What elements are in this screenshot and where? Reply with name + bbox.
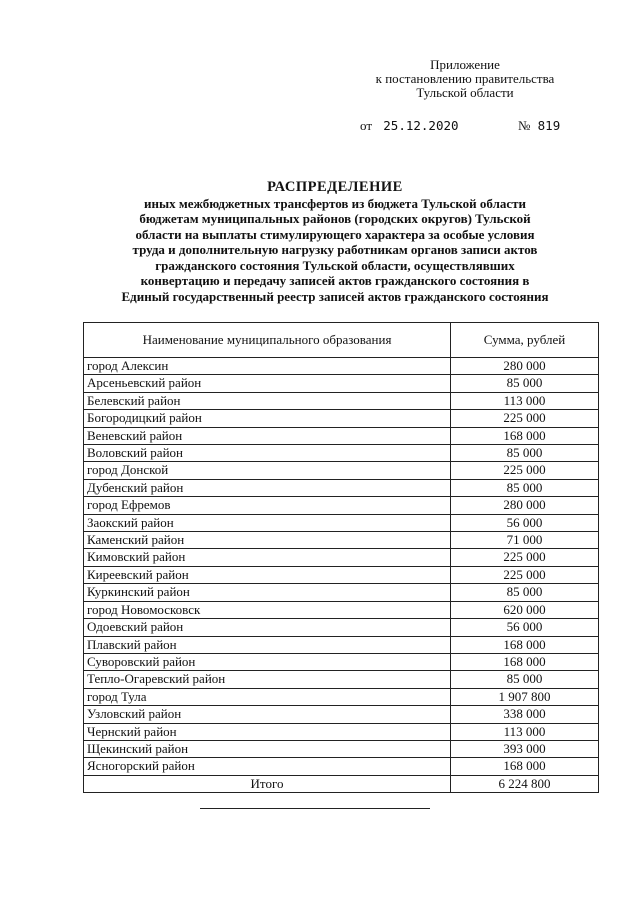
title-line-2: бюджетам муниципальных районов (городских округов) Тульской [139,211,531,226]
table-row [84,410,599,427]
order-reference [360,118,580,134]
amount-value: 280 000 [451,497,599,514]
order-number-label: № [518,118,531,133]
appendix-line-2: к постановлению правительства [375,71,555,86]
amount-value: 113 000 [451,392,599,409]
municipality-name: Киреевский район [84,566,451,583]
table-row [84,723,599,740]
amount-value: 225 000 [451,566,599,583]
table-row [84,497,599,514]
table-row [84,706,599,723]
table-row [84,549,599,566]
municipality-name: Каменский район [84,532,451,549]
title-line-4: труда и дополнительную нагрузку работникам органов записи актов [132,242,538,257]
table-row [84,566,599,583]
amount-value: 280 000 [451,358,599,375]
document-title-block [70,180,600,304]
municipality-name: город Тула [84,688,451,705]
order-date: 25.12.2020 [383,118,459,133]
bottom-divider [200,808,430,809]
amount-value: 113 000 [451,723,599,740]
municipality-name: Суворовский район [84,653,451,670]
table-row [84,392,599,409]
municipality-name: город Алексин [84,358,451,375]
amount-value: 393 000 [451,740,599,757]
amount-value: 85 000 [451,445,599,462]
amount-value: 56 000 [451,619,599,636]
municipality-name: Арсеньевский район [84,375,451,392]
table-row [84,653,599,670]
amount-value: 85 000 [451,479,599,496]
table-row [84,479,599,496]
municipality-name: Щекинский район [84,740,451,757]
table-row [84,532,599,549]
amount-value: 225 000 [451,462,599,479]
municipality-name: Дубенский район [84,479,451,496]
order-number-group [518,118,560,134]
amount-value: 168 000 [451,427,599,444]
table-row [84,427,599,444]
amount-value: 225 000 [451,410,599,427]
municipality-name: Заокский район [84,514,451,531]
table-row [84,375,599,392]
amount-value: 85 000 [451,375,599,392]
table-body [84,358,599,793]
amount-value: 620 000 [451,601,599,618]
table-row [84,740,599,757]
table-row [84,758,599,775]
table-row [84,619,599,636]
title-line-6: конвертацию и передачу записей актов гражданского состояния в [140,273,530,288]
table-header-row [84,323,599,358]
table-row [84,601,599,618]
municipality-name: город Новомосковск [84,601,451,618]
title-line-5: гражданского состояния Тульской области, осуществлявших [155,257,515,273]
appendix-header [340,58,590,100]
municipality-name: Куркинский район [84,584,451,601]
amount-value: 1 907 800 [451,688,599,705]
header-amount: Сумма, рублей [451,323,599,358]
order-number: 819 [537,118,561,133]
municipality-name: город Донской [84,462,451,479]
table-row [84,688,599,705]
amount-value: 225 000 [451,549,599,566]
municipality-name: город Ефремов [84,497,451,514]
table-row [84,671,599,688]
municipality-name: Узловский район [84,706,451,723]
title-line-7: Единый государственный реестр записей актов гражданского состояния [121,288,549,304]
amount-value: 71 000 [451,532,599,549]
amount-value: 168 000 [451,636,599,653]
municipality-name: Воловский район [84,445,451,462]
document-title: РАСПРЕДЕЛЕНИЕ [267,179,403,195]
title-line-1: иных межбюджетных трансфертов из бюджета Тульской области [143,195,527,211]
order-from-label: от [360,118,373,133]
amount-value: 85 000 [451,671,599,688]
table-row [84,462,599,479]
municipality-name: Тепло-Огаревский район [84,671,451,688]
municipality-name: Богородицкий район [84,410,451,427]
amount-value: 168 000 [451,758,599,775]
appendix-line-3: Тульской области [416,85,514,100]
header-municipality: Наименование муниципального образования [84,323,451,358]
table-row [84,584,599,601]
total-row [84,775,599,792]
municipality-name: Веневский район [84,427,451,444]
title-line-3: области на выплаты стимулирующего характера за особые условия [135,226,535,242]
total-amount: 6 224 800 [451,775,599,792]
amount-value: 168 000 [451,653,599,670]
municipality-name: Чернский район [84,723,451,740]
municipality-name: Ясногорский район [84,758,451,775]
amount-value: 56 000 [451,514,599,531]
table-row [84,514,599,531]
distribution-table [83,322,599,793]
municipality-name: Кимовский район [84,549,451,566]
table-row [84,445,599,462]
amount-value: 85 000 [451,584,599,601]
table-row [84,636,599,653]
table-row [84,358,599,375]
municipality-name: Одоевский район [84,619,451,636]
municipality-name: Белевский район [84,392,451,409]
total-label: Итого [84,775,451,792]
appendix-line-1: Приложение [430,57,500,72]
municipality-name: Плавский район [84,636,451,653]
amount-value: 338 000 [451,706,599,723]
